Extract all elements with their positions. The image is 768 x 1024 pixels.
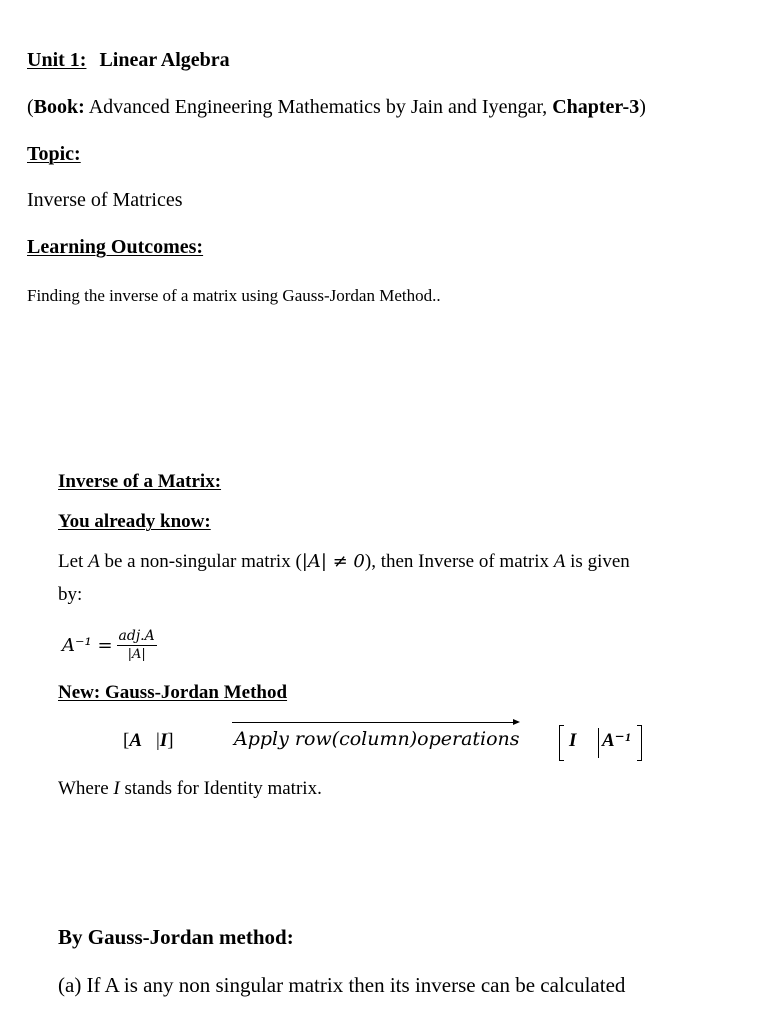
def-matrix-a2: A [553,551,566,572]
aug-right-bar [598,728,599,758]
aug-right-open-bracket [559,725,564,761]
already-know-label: You already know: [58,511,211,532]
outcomes-label: Learning Outcomes: [27,236,204,258]
def-text-a: Let [58,551,89,572]
gauss-jordan-heading: By Gauss-Jordan method: [58,925,294,949]
aug-left-open-bracket: [ [123,730,130,751]
arrow-head-icon [513,719,520,725]
definition-line-1 [58,551,630,573]
book-label: Book: [33,96,85,118]
aug-left-close-bracket: ] [167,730,174,751]
identity-note [58,778,322,800]
def-text-c: ), then Inverse of matrix [364,551,554,572]
new-method-heading: New: Gauss-Jordan Method [58,682,288,703]
where-text-a: Where [58,778,114,799]
topic-text: Inverse of Matrices [27,189,183,211]
gauss-item-a: (a) If A is any non singular matrix then its inverse can be calculated [58,973,626,997]
arrow-line [232,722,518,723]
augmented-left [123,730,174,752]
aug-left-I: I [159,730,168,751]
topic-label: Topic: [27,143,81,165]
unit-heading [27,49,230,72]
aug-right-I: I [569,730,577,751]
arrow-label: Apply row(column)operations [234,728,520,750]
unit-title: Linear Algebra [99,49,230,71]
book-text: Advanced Engineering Mathematics by Jain and Iyengar, [84,96,553,118]
book-line [27,96,646,119]
formula-numerator: adj.A [118,628,155,644]
outcomes-text: Finding the inverse of a matrix using Gauss-Jordan Method.. [27,286,441,305]
aug-left-bar: | [156,730,160,751]
where-identity: I [113,778,120,799]
definition-line-2: by: [58,584,83,605]
book-close-paren: ) [639,96,646,118]
formula-denominator: |A| [127,647,146,662]
def-matrix-a: A [88,551,100,572]
def-text-d: is given [565,551,630,572]
inverse-heading: Inverse of a Matrix: [58,471,222,492]
def-text-b: be a non-singular matrix ( [99,551,302,572]
formula-fraction [117,627,157,664]
chapter-label: Chapter-3 [552,96,640,118]
aug-right-close-bracket [637,725,642,761]
aug-right-Ainv: A⁻¹ [602,730,631,751]
unit-label: Unit 1: [27,49,87,71]
formula-lhs: A⁻¹ = [62,635,113,656]
book-open-paren: ( [27,96,34,118]
where-text-b: stands for Identity matrix. [119,778,322,799]
def-determinant: |A| ≠ 0 [301,551,365,572]
aug-left-A: A [129,730,143,751]
inverse-formula [62,627,157,664]
